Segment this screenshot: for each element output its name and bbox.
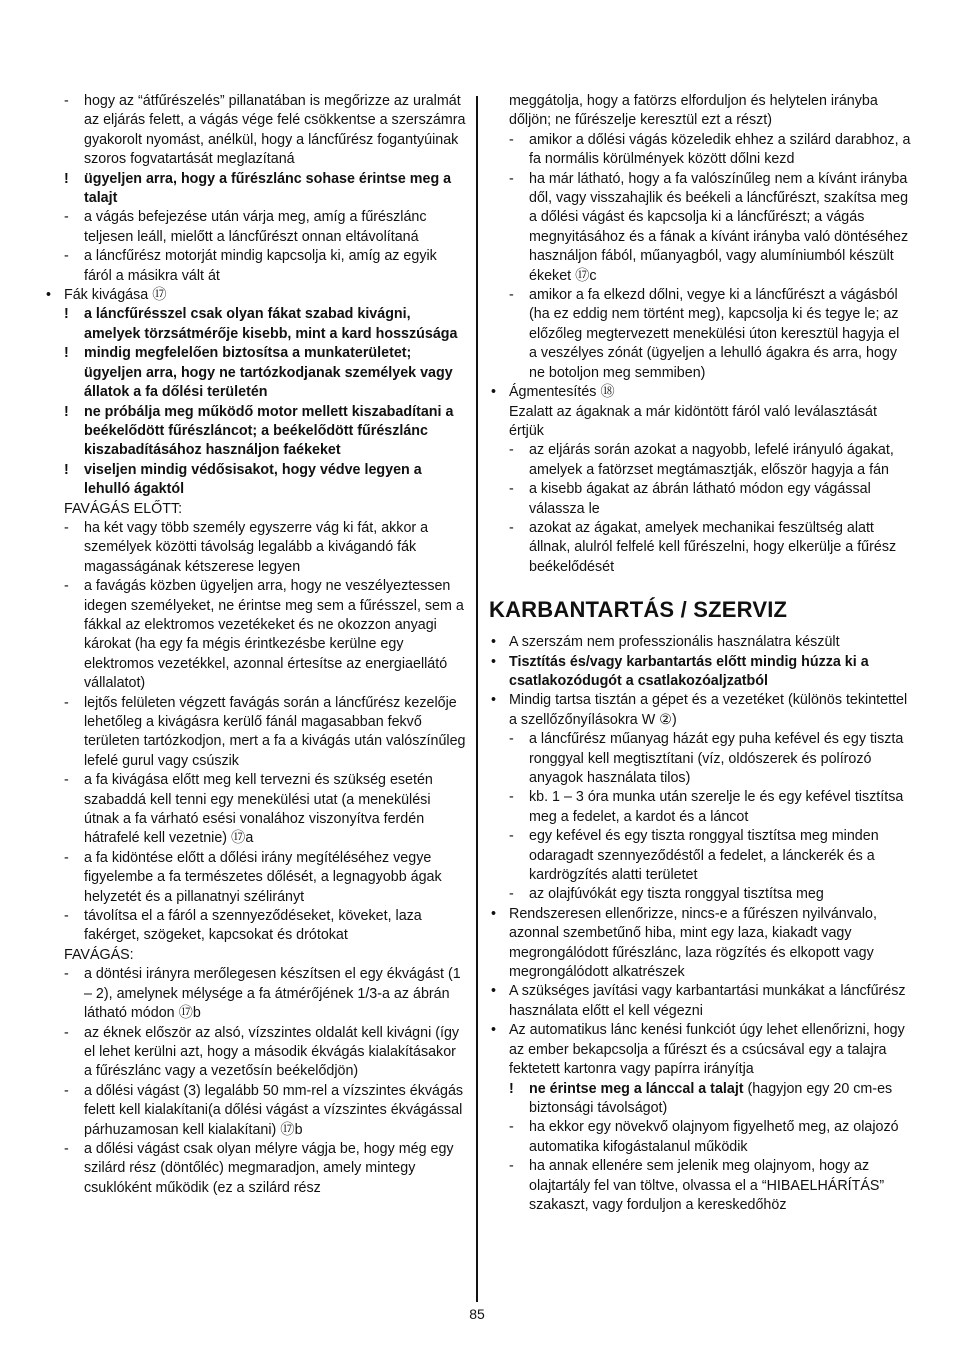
item-text-main: Fák kivágása ⑰ (64, 287, 167, 304)
dash-marker: - (64, 1082, 69, 1099)
item-text-main: amikor a fa elkezd dőlni, vegye ki a láncfűrészt a vágásból (ha ez eddig nem történt meg), kapcsolja ki és tegye le; az előzőleg megtervezett menekülési úton keresztül hagyja el a veszélyes zónát (ügyeljen a lehulló ágakra és arra, hogy ne botoljon meg semmiben) (529, 287, 900, 381)
list-item (489, 691, 911, 730)
bullet-marker: • (491, 634, 497, 651)
page-number: 85 (469, 1306, 485, 1322)
list-item (489, 1157, 911, 1215)
item-text-main: mindig megfelelően biztosítsa a munkaterületet; ügyeljen arra, hogy ne tartózkodjanak személyek vagy állatok a fa dőlési területén (84, 345, 453, 401)
list-item (44, 286, 466, 305)
list-item (489, 885, 911, 904)
item-text-main: a fa kidöntése előtt a dőlési irány megítéléséhez vegye figyelembe a fa természetes dőlését, a legnagyobb ágak helyzetét és a pillanatnyi szélirányt (84, 849, 442, 905)
item-text-main: ha annak ellenére sem jelenik meg olajnyom, hogy az olajtartály fel van töltve, olvassa el a “HIBAELHÁRÍTÁS” szakaszt, vagy forduljon a kereskedőhöz (529, 1158, 885, 1213)
item-text-main: ne érintse meg a lánccal a talajt (529, 1080, 744, 1097)
list-item (489, 653, 911, 692)
list-item (489, 383, 911, 402)
dash-marker: - (509, 442, 514, 459)
item-text-main: a favágás közben ügyeljen arra, hogy ne veszélyeztessen idegen személyeket, ne érintse meg sem a fűrésszel, sem a fákkal az elektromos vezetékeket és ne okozzon anyagi károkat (ha egy fa mégis érintkezésbe kerülne egy elektromos vezetékkel, azonnal értesítse az energiaellátó vállalatot) (84, 578, 464, 692)
dash-marker: - (509, 1158, 514, 1175)
item-text (529, 1080, 911, 1119)
warning-marker: ! (509, 1080, 514, 1097)
list-item (44, 849, 466, 907)
item-text (509, 633, 911, 652)
dash-marker: - (509, 886, 514, 903)
item-text-main: a láncfűrész műanyag házát egy puha kefével és egy tiszta ronggyal kell megtisztítani (víz, oldószerek és polírozó anyagok használata tilos) (529, 731, 904, 786)
item-text (64, 946, 466, 965)
item-text-main: a láncfűrésszel csak olyan fákat szabad kivágni, amelyek törzsátmérője kisebb, mint a kard hosszúsága (84, 306, 458, 342)
text-line (44, 500, 466, 519)
dash-marker: - (509, 1119, 514, 1136)
warning-marker: ! (64, 306, 69, 323)
dash-marker: - (64, 578, 69, 595)
dash-marker: - (64, 772, 69, 789)
bullet-marker: • (491, 905, 497, 922)
warning-item (44, 344, 466, 402)
item-text (84, 344, 466, 402)
right-column (489, 92, 911, 1215)
warning-item (489, 1080, 911, 1119)
item-text-main: Rendszeresen ellenőrizze, nincs-e a fűrészen nyilvánvalo, azonnal szembetűnő hiba, mint egy laza, kiakadt vagy megrongálódott fűrészlánc, laza rögzítés és elkopott vagy megrongálódott alkatrészek (509, 905, 877, 981)
list-item (44, 1024, 466, 1082)
dash-marker: - (509, 519, 514, 536)
item-text (84, 849, 466, 907)
text-line (489, 403, 911, 442)
item-text (529, 730, 911, 788)
item-text (529, 441, 911, 480)
item-text (64, 286, 466, 305)
item-text (529, 788, 911, 827)
bullet-marker: • (491, 983, 497, 1000)
item-text (64, 500, 466, 519)
dash-marker: - (64, 1024, 69, 1041)
item-text-main: amikor a dőlési vágás közeledik ehhez a szilárd darabhoz, a fa normális körülmények között dőlni kezd (529, 131, 911, 168)
item-text-main: hogy az “átfűrészelés” pillanatában is megőrizze az uralmát az eljárás felett, a vágás vége felé csökkentse a szerszámra gyakorolt nyomást, anélkül, hogy a láncfűrész fogantyúinak szoros fogvatartását meglazítaná (84, 93, 466, 168)
left-column (44, 92, 466, 1198)
list-item (44, 247, 466, 286)
item-text-main: ne próbálja meg működő motor mellett kiszabadítani a beékelődött fűrészláncot; a beékelődött fűrészlánc kiszabadításához használjon faékeket (84, 403, 454, 459)
item-text (84, 208, 466, 247)
item-text-main: az eljárás során azokat a nagyobb, lefelé irányuló ágakat, amelyek a fatörzset megtámasztják, először hagyja a fán (529, 442, 894, 478)
column-divider (476, 96, 478, 1302)
list-item (489, 1021, 911, 1079)
list-item (489, 131, 911, 170)
item-text (84, 577, 466, 693)
item-text (84, 461, 466, 500)
dash-marker: - (509, 828, 514, 845)
bullet-marker: • (491, 653, 497, 670)
list-item (489, 170, 911, 286)
dash-marker: - (509, 789, 514, 806)
item-text (509, 403, 911, 442)
item-text-main: A szükséges javítási vagy karbantartási munkákat a láncfűrész használata előtt el kell végezni (509, 983, 906, 1019)
item-text (84, 965, 466, 1023)
warning-marker: ! (64, 345, 69, 362)
list-item (44, 771, 466, 849)
list-item (44, 965, 466, 1023)
item-text (529, 1157, 911, 1215)
item-text (84, 1024, 466, 1082)
dash-marker: - (509, 481, 514, 498)
right-column-top (489, 92, 911, 577)
list-item (489, 441, 911, 480)
list-item (489, 1118, 911, 1157)
list-item (489, 480, 911, 519)
list-item (44, 694, 466, 772)
bullet-marker: • (491, 692, 497, 709)
item-text-main: a dőlési vágást (3) legalább 50 mm-rel a vízszintes ékvágás felett kell kialakítani(a dőlési vágást a vízszintes ékvágással párhuzamosan kell kialakítani) ⑰b (84, 1082, 464, 1138)
dash-marker: - (509, 131, 514, 148)
item-text-main: ha két vagy több személy egyszerre vág ki fát, akkor a személyek közötti távolság legalább a kivágandó fák magasságának kétszerese legyen (84, 519, 429, 575)
item-text-main: Ágmentesítés ⑱ (509, 384, 615, 401)
warning-marker: ! (64, 403, 69, 420)
dash-marker: - (64, 209, 69, 226)
item-text-main: az éknek először az alsó, vízszintes oldalát kell kivágni (így el lehet kerülni azt, hogy a második ékvágás kialakításakor a fűrészlánc vagy a vezetősín beékelődjön) (84, 1024, 460, 1080)
warning-item (44, 461, 466, 500)
list-item (489, 633, 911, 652)
item-text (529, 519, 911, 577)
dash-marker: - (64, 1140, 69, 1157)
item-text-tail: (hagyjon egy 20 cm-es biztonsági távolságot) (529, 1080, 893, 1116)
warning-item (44, 403, 466, 461)
item-text-main: lejtős felületen végzett favágás során a láncfűrész kezelője lehetőleg a kivágásra kerülő fánál magasabban fekvő területen tartózkodjon, mert a fa a kivágás után valószínűleg lefelé gurul vagy csúszik (84, 694, 466, 769)
item-text (84, 305, 466, 344)
item-text-main: A szerszám nem professzionális használatra készült (509, 634, 840, 651)
list-item (489, 827, 911, 885)
text-line (44, 946, 466, 965)
item-text (509, 982, 911, 1021)
item-text (84, 519, 466, 577)
warning-item (44, 170, 466, 209)
dash-marker: - (64, 248, 69, 265)
item-text-main: Ezalatt az ágaknak a már kidöntött fáról való leválasztását értjük (509, 403, 877, 439)
item-text-main: Tisztítás és/vagy karbantartás előtt mindig húzza ki a csatlakozódugót a csatlakozóaljzatból (509, 653, 869, 689)
item-text-main: a fa kivágása előtt meg kell tervezni és szükség esetén szabaddá kell tenni egy menekülési utat (a menekülési útnak a fa várható esési vonalához viszonyítva ferdén hátrafelé kell vezetnie) ⑰a (84, 772, 433, 847)
item-text (529, 131, 911, 170)
item-text (509, 1021, 911, 1079)
item-text-main: Az automatikus lánc kenési funkciót úgy lehet ellenőrizni, hogy az ember bekapcsolja a fűrészt és a csúcsával egy a talajra fektetett kartonra vagy papírra irányítja (509, 1022, 905, 1078)
dash-marker: - (64, 694, 69, 711)
list-item (44, 577, 466, 693)
item-text (84, 694, 466, 772)
item-text-main: ha ekkor egy növekvő olajnyom figyelhető meg, az olajozó automatika kifogástalanul működik (529, 1119, 899, 1155)
list-item (489, 905, 911, 983)
list-item (489, 730, 911, 788)
item-text-main: ha már látható, hogy a fa valószínűleg nem a kívánt irányba dől, vagy visszahajlik és beékeli a láncfűrészt, szakítsa meg a dőlési vágást és kapcsolja ki a láncfűrészt; a vágás megnyitásához és a fának a kívánt irányba való döntéséhez használjon fából, műanyagból, vagy alumíniumból készült ékeket ⑰c (529, 170, 909, 284)
dash-marker: - (509, 287, 514, 304)
item-text (529, 885, 911, 904)
item-text (84, 1082, 466, 1140)
bullet-marker: • (46, 287, 52, 304)
dash-marker: - (64, 849, 69, 866)
bullet-marker: • (491, 1022, 497, 1039)
item-text (529, 827, 911, 885)
list-item (489, 788, 911, 827)
item-text (509, 92, 911, 131)
list-item (489, 982, 911, 1021)
item-text (84, 907, 466, 946)
dash-marker: - (64, 966, 69, 983)
item-text (529, 480, 911, 519)
item-text-main: meggátolja, hogy a fatörzs elforduljon és helytelen irányba dőljön; ne fűrészelje keresztül ezt a részt) (509, 93, 878, 129)
item-text (84, 1140, 466, 1198)
dash-marker: - (509, 170, 514, 187)
item-text (84, 92, 466, 170)
item-text-main: kb. 1 – 3 óra munka után szerelje le és egy kefével tisztítsa meg a fedelet, a kardot és a láncot (529, 789, 904, 825)
item-text (84, 170, 466, 209)
item-text (529, 170, 911, 286)
item-text-main: a kisebb ágakat az ábrán látható módon egy vágással válassza le (529, 481, 871, 517)
list-item (44, 92, 466, 170)
item-text (509, 653, 911, 692)
list-item (44, 1082, 466, 1140)
item-text-main: távolítsa el a fáról a szennyeződéseket, köveket, laza fakérget, szögeket, kapcsokat és drótokat (84, 908, 422, 944)
item-text (529, 1118, 911, 1157)
item-text-main: egy kefével és egy tiszta ronggyal tisztítsa meg minden odaragadt szennyeződéstől a fedelet, a lánckerék és a kardrögzítés alatti területet (529, 828, 879, 884)
warning-marker: ! (64, 461, 69, 478)
list-item (44, 208, 466, 247)
section-heading: KARBANTARTÁS / SZERVIZ (489, 597, 788, 623)
item-text-main: FAVÁGÁS: (64, 946, 134, 963)
item-text-main: viseljen mindig védősisakot, hogy védve legyen a lehulló ágaktól (84, 461, 422, 498)
warning-marker: ! (64, 170, 69, 187)
item-text-main: a vágás befejezése után várja meg, amíg a fűrészlánc teljesen leáll, mielőtt a láncfűrészt onnan eltávolítaná (84, 209, 427, 245)
item-text (84, 403, 466, 461)
list-item (44, 519, 466, 577)
item-text-main: azokat az ágakat, amelyek mechanikai feszültség alatt állnak, alulról felfelé kell fűrészelni, hogy elkerülje a fűrész beékelődését (529, 519, 897, 575)
bullet-marker: • (491, 384, 497, 401)
dash-marker: - (64, 908, 69, 925)
warning-item (44, 305, 466, 344)
list-item (489, 519, 911, 577)
item-text (529, 286, 911, 383)
item-text (84, 247, 466, 286)
item-text-main: a döntési irányra merőlegesen készítsen el egy ékvágást (1 – 2), amelynek mélysége a fa átmérőjének 1/3-a az ábrán látható módon ⑰b (84, 966, 461, 1022)
dash-marker: - (509, 731, 514, 748)
item-text (509, 905, 911, 983)
item-text-main: az olajfúvókát egy tiszta ronggyal tisztítsa meg (529, 886, 824, 903)
text-line (489, 92, 911, 131)
list-item (489, 286, 911, 383)
list-item (44, 1140, 466, 1198)
item-text (84, 771, 466, 849)
item-text (509, 691, 911, 730)
list-item (44, 907, 466, 946)
item-text-main: Mindig tartsa tisztán a gépet és a vezetéket (különös tekintettel a szellőzőnyílásokra W ②) (509, 692, 908, 728)
dash-marker: - (64, 93, 69, 109)
right-column-bottom (489, 633, 911, 1215)
dash-marker: - (64, 519, 69, 536)
item-text-main: a dőlési vágást csak olyan mélyre vágja be, hogy még egy szilárd rész (döntőléc) megmaradjon, amely mintegy csuklóként működik (ez a szilárd rész (84, 1140, 454, 1196)
item-text-main: a láncfűrész motorját mindig kapcsolja ki, amíg az egyik fáról a másikra vált át (84, 248, 437, 284)
item-text (509, 383, 911, 402)
item-text-main: ügyeljen arra, hogy a fűrészlánc sohase érintse meg a talajt (84, 170, 452, 207)
item-text-main: FAVÁGÁS ELŐTT: (64, 500, 183, 517)
